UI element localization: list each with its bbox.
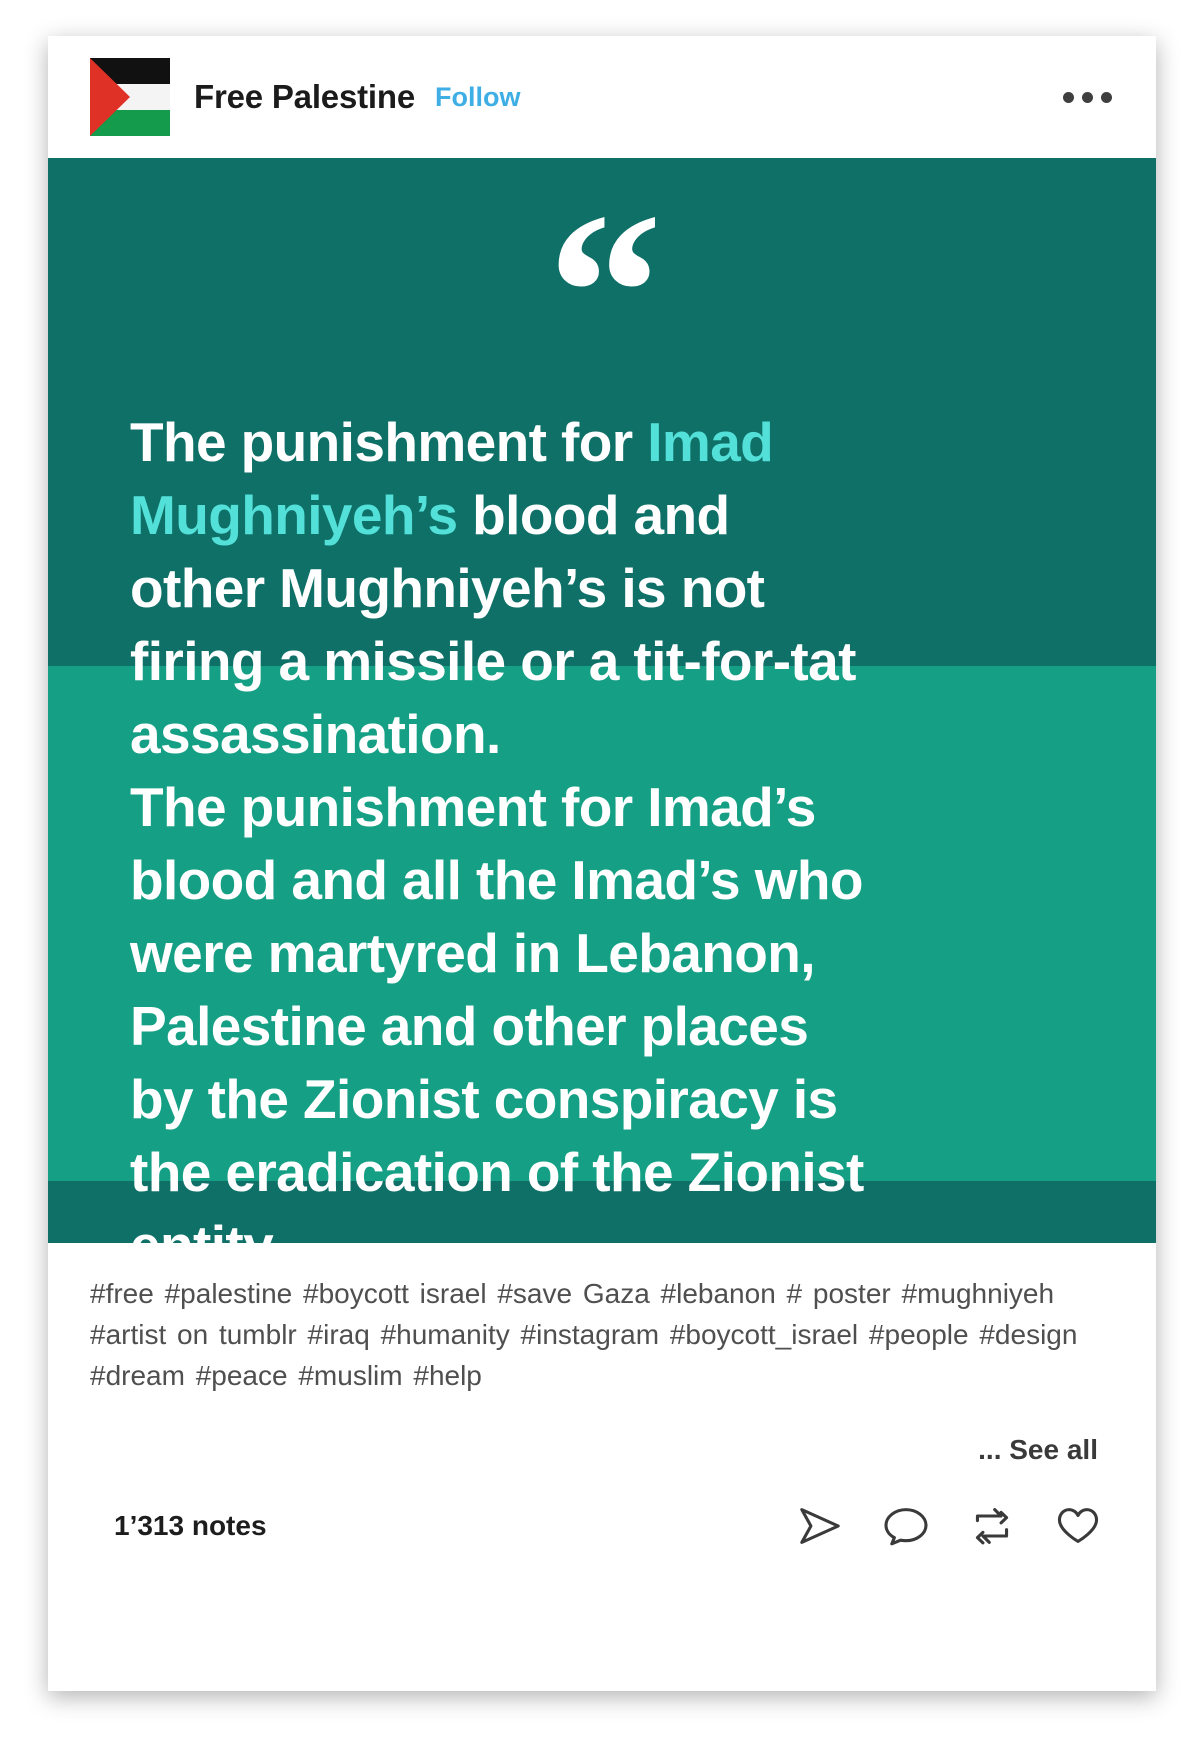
quote-line [130, 479, 1096, 552]
dot-2 [1082, 92, 1093, 103]
more-options-icon[interactable] [1053, 78, 1122, 117]
reply-icon[interactable] [884, 1506, 928, 1546]
post-footer [48, 1243, 1156, 1546]
quote-segment-highlight: Mughniyeh’s [130, 484, 458, 546]
reblog-icon[interactable] [970, 1506, 1014, 1546]
quote-line: the eradication of the Zionist [130, 1141, 864, 1203]
quote-line: firing a missile or a tit-for-tat [130, 630, 856, 692]
see-all-row [90, 1434, 1114, 1466]
quote-line: entity. [130, 1214, 284, 1276]
palestine-flag-icon[interactable] [90, 58, 170, 136]
quote-segment: blood and [457, 484, 730, 546]
share-icon[interactable] [798, 1506, 842, 1546]
see-all-button[interactable]: ... See all [978, 1434, 1098, 1465]
quote-line: other Mughniyeh’s is not [130, 557, 765, 619]
quote-segment: The punishment for [130, 411, 648, 473]
post-card [48, 36, 1156, 1691]
quote-line: The punishment for Imad’s [130, 776, 816, 838]
like-icon[interactable] [1056, 1506, 1100, 1546]
quote-line: blood and all the Imad’s who [130, 849, 863, 911]
quote-image [48, 158, 1156, 1276]
quote-line: assassination. [130, 703, 501, 765]
notes-count[interactable]: 1’313 notes [114, 1510, 267, 1541]
dot-3 [1101, 92, 1112, 103]
quote-line: were martyred in Lebanon, [130, 922, 815, 984]
tag-list[interactable]: #free #palestine #boycott israel #save Gaza #lebanon # poster #mughniyeh #artist on tumblr #iraq #humanity #instagram #boycott_israel #people #design #dream #peace #muslim #help [90, 1278, 1078, 1391]
notes-row [90, 1506, 1114, 1546]
quote-text [130, 406, 1096, 1282]
post-actions [798, 1506, 1100, 1546]
post-header [48, 36, 1156, 158]
quote-line [130, 406, 1096, 479]
quote-line: by the Zionist conspiracy is [130, 1068, 838, 1130]
blog-name[interactable]: Free Palestine [194, 78, 415, 115]
quote-segment-highlight: Imad [647, 411, 774, 473]
quote-mark-icon: “ [547, 165, 657, 420]
flag-triangle-red [90, 58, 130, 136]
quote-line: Palestine and other places [130, 995, 809, 1057]
dot-1 [1063, 92, 1074, 103]
follow-button[interactable]: Follow [434, 81, 521, 112]
